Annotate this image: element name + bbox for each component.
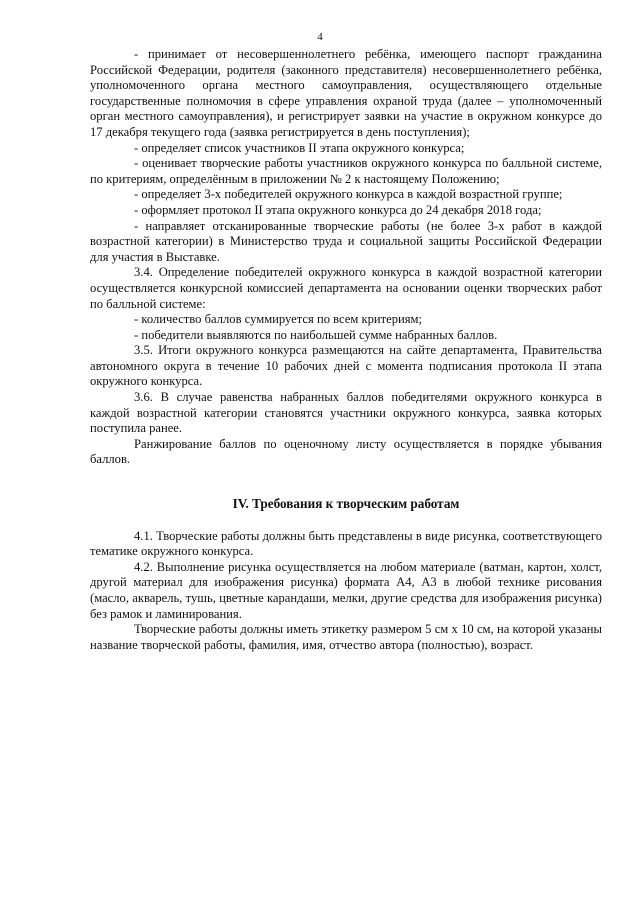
paragraph: 4.2. Выполнение рисунка осуществляется на любом материале (ватман, картон, холст, другой материал для изображения рисунка) формата А4, А3 в любой технике рисования (масло, акварель, тушь, цветные карандаши, мелки, другие средства для изображения рисунка) без рамок и ламинирования. — [90, 559, 602, 621]
paragraph: 3.5. Итоги окружного конкурса размещаются на сайте департамента, Правительства автономного округа в течение 10 рабочих дней с момента подписания протокола II этапа окружного конкурса. — [90, 343, 602, 389]
paragraph: - количество баллов суммируется по всем критериям; — [134, 312, 423, 327]
paragraph: 4.1. Творческие работы должны быть представлены в виде рисунка, соответствующего тематике окружного конкурса. — [90, 528, 602, 559]
document-body — [90, 47, 602, 653]
paragraph: 3.6. В случае равенства набранных баллов победителями окружного конкурса в каждой возрастной категории становятся участники окружного конкурса, заявка которых поступила ранее. — [90, 390, 602, 436]
page-number: 4 — [317, 31, 323, 43]
paragraph: - определяет 3-х победителей окружного конкурса в каждой возрастной группе; — [134, 187, 563, 202]
paragraph: - определяет список участников II этапа окружного конкурса; — [134, 140, 465, 155]
paragraph: - направляет отсканированные творческие работы (не более 3-х работ в каждой возрастной категории) в Министерство труда и социальной защиты Российской Федерации для участия в Выставке. — [90, 218, 602, 264]
paragraph: Творческие работы должны иметь этикетку размером 5 см х 10 см, на которой указаны название творческой работы, фамилия, имя, отчество автора (полностью), возраст. — [90, 622, 602, 652]
paragraph: Ранжирование баллов по оценочному листу осуществляется в порядке убывания баллов. — [90, 436, 602, 467]
paragraph: - оформляет протокол II этапа окружного конкурса до 24 декабря 2018 года; — [134, 202, 542, 217]
section-heading: IV. Требования к творческим работам — [232, 496, 460, 512]
paragraph: - победители выявляются по наибольшей сумме набранных баллов. — [134, 327, 498, 342]
paragraph: - принимает от несовершеннолетнего ребёнка, имеющего паспорт гражданина Российской Федерации, родителя (законного представителя) несовершеннолетнего ребёнка, уполномоченного органа местного самоуправления, осуществляющего отдельные государственные полномочия в сфере управления охраной труда (далее – уполномоченный орган местного самоуправления), и регистрирует заявки на участие в окружном конкурсе до 17 декабря текущего года (заявка регистрируется в день поступления); — [90, 47, 602, 139]
paragraph: - оценивает творческие работы участников окружного конкурса по балльной системе, по критериям, определённым в приложении № 2 к настоящему Положению; — [90, 156, 602, 186]
paragraph: 3.4. Определение победителей окружного конкурса в каждой возрастной категории осуществляется конкурсной комиссией департамента на основании оценки творческих работ по балльной системе: — [90, 265, 602, 311]
